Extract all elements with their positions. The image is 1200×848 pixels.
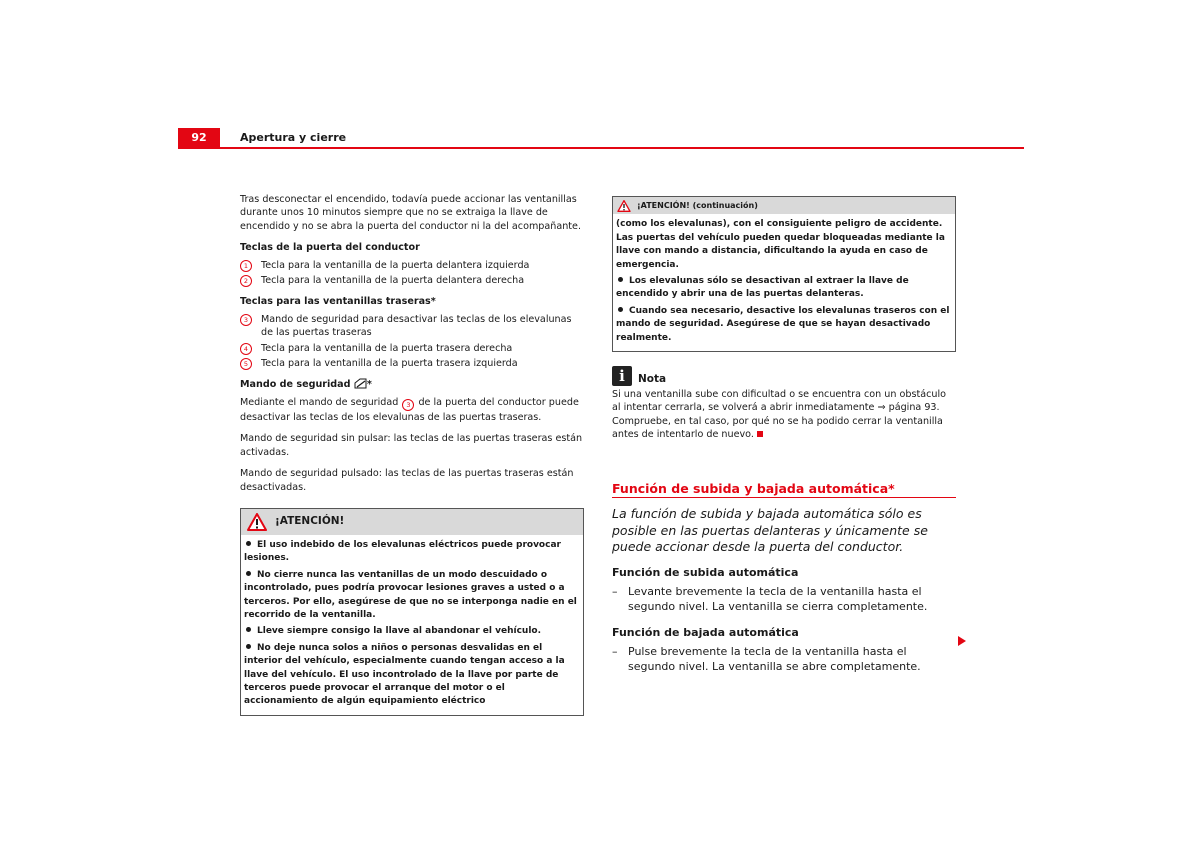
warning-bullet: No deje nunca solos a niños o personas desvalidas en el interior del vehículo, especialmente cuando tengan acceso a la llave del vehículo. El uso incontrolado de la llave por parte de terceros puede provocar el arranque del motor o el accionamiento de algún equipamiento eléctrico	[244, 642, 565, 707]
warning-header	[613, 197, 955, 214]
safety-paragraph-2: Mando de seguridad sin pulsar: las teclas de las puertas traseras están activadas.	[240, 433, 583, 458]
callout-number: 4	[240, 343, 252, 355]
driver-items	[240, 259, 584, 288]
chapter-title: Apertura y cierre	[240, 131, 347, 144]
warning-body	[613, 214, 955, 351]
list-item-text: Mando de seguridad para desactivar las teclas de los elevalunas de las puertas traseras	[261, 313, 572, 339]
info-icon: i	[612, 366, 632, 386]
end-marker-icon	[757, 431, 763, 437]
list-item	[240, 313, 584, 340]
warning-bullet: Lleve siempre consigo la llave al abandonar el vehículo.	[244, 625, 580, 638]
safety-heading-suffix: *	[366, 379, 372, 391]
intro-paragraph: Tras desconectar el encendido, todavía puede accionar las ventanillas durante unos 10 minutos siempre que no se extraiga la llave de encendido y no se abra la puerta del conductor ni la del acompañante.	[240, 194, 582, 232]
warning-box	[240, 508, 584, 716]
list-item-text: Tecla para la ventanilla de la puerta delantera izquierda	[261, 259, 530, 271]
list-item	[240, 357, 584, 370]
auto-up-heading: Función de subida automática	[612, 565, 799, 579]
list-item-text: Tecla para la ventanilla de la puerta delantera derecha	[261, 275, 525, 287]
left-column	[240, 193, 584, 716]
step-text: Levante brevemente la tecla de la ventanilla hasta el segundo nivel. La ventanilla se cierra completamente.	[628, 585, 928, 613]
note-box	[612, 366, 956, 442]
right-column	[612, 196, 956, 686]
warning-triangle-icon	[247, 513, 267, 531]
callout-number: 1	[240, 260, 252, 272]
callout-number: 3	[402, 399, 414, 411]
window-lock-icon	[354, 378, 367, 389]
warning-bullet: No cierre nunca las ventanillas de un modo descuidado o incontrolado, pues podría provocar lesiones graves a usted o a terceros. Por ello, asegúrese de que no se interponga nadie en el recorrido de la ventanilla.	[244, 569, 577, 620]
warning-triangle-icon	[617, 200, 631, 212]
header-rule	[178, 147, 1024, 149]
step-text: Pulse brevemente la tecla de la ventanilla hasta el segundo nivel. La ventanilla se abre completamente.	[628, 645, 921, 674]
dash-marker: –	[612, 585, 618, 598]
safety-text-b: de la puerta del conductor puede desactivar las teclas de los elevalunas de las puertas traseras.	[240, 396, 579, 423]
list-item	[240, 274, 584, 287]
page-number: 92	[178, 128, 220, 148]
safety-heading-text: Mando de seguridad	[240, 379, 351, 391]
list-item	[240, 342, 584, 355]
warning-continuation-box	[612, 196, 956, 352]
auto-down-heading: Función de bajada automática	[612, 626, 799, 639]
note-body: Si una ventanilla sube con dificultad o se encuentra con un obstáculo al intentar cerrarla, se volverá a abrir inmediatamente ⇒ página 93. Compruebe, en tal caso, por qué no se ha podido cerrar la ventanilla antes de intentarlo de nuevo.	[612, 389, 946, 441]
note-title: Nota	[638, 372, 667, 385]
rear-items	[240, 313, 584, 371]
safety-heading	[240, 378, 584, 391]
auto-down-step	[612, 644, 956, 674]
list-item	[240, 259, 584, 272]
warning-bullet: El uso indebido de los elevalunas eléctricos puede provocar lesiones.	[244, 539, 561, 564]
warning-lead: (como los elevalunas), con el consiguiente peligro de accidente. Las puertas del vehículo pueden quedar bloqueadas mediante la llave con mando a distancia, dificultando la ayuda en caso de emergencia.	[616, 219, 945, 270]
warning-bullet: Cuando sea necesario, desactive los elevalunas traseros con el mando de seguridad. Asegúrese de que se hayan desactivado realmente.	[616, 305, 950, 343]
warning-bullet: Los elevalunas sólo se desactivan al extraer la llave de encendido y abrir una de las puertas delanteras.	[616, 276, 909, 300]
driver-door-heading: Teclas de la puerta del conductor	[240, 242, 420, 254]
continue-arrow-icon	[958, 636, 966, 646]
dash-marker: –	[612, 645, 618, 659]
safety-text-a: Mediante el mando de seguridad	[240, 396, 399, 408]
section-intro: La función de subida y bajada automática sólo es posible en las puertas delanteras y únicamente se puede accionar desde la puerta del conductor.	[612, 506, 928, 555]
rear-heading: Teclas para las ventanillas traseras*	[240, 296, 436, 308]
auto-up-step	[612, 584, 956, 614]
safety-paragraph-1	[240, 396, 584, 424]
callout-number: 2	[240, 275, 252, 287]
list-item-text: Tecla para la ventanilla de la puerta trasera derecha	[261, 342, 513, 354]
warning-header	[241, 509, 583, 535]
callout-number: 3	[240, 314, 252, 326]
warning-title: ¡ATENCIÓN!	[275, 515, 345, 528]
warning-continuation-title: ¡ATENCIÓN! (continuación)	[637, 201, 758, 210]
list-item-text: Tecla para la ventanilla de la puerta trasera izquierda	[261, 358, 518, 370]
section-title: Función de subida y bajada automática*	[612, 482, 956, 498]
safety-paragraph-3: Mando de seguridad pulsado: las teclas de las puertas traseras están desactivadas.	[240, 468, 574, 493]
callout-number: 5	[240, 358, 252, 370]
warning-body	[241, 535, 583, 715]
note-header	[612, 366, 956, 386]
